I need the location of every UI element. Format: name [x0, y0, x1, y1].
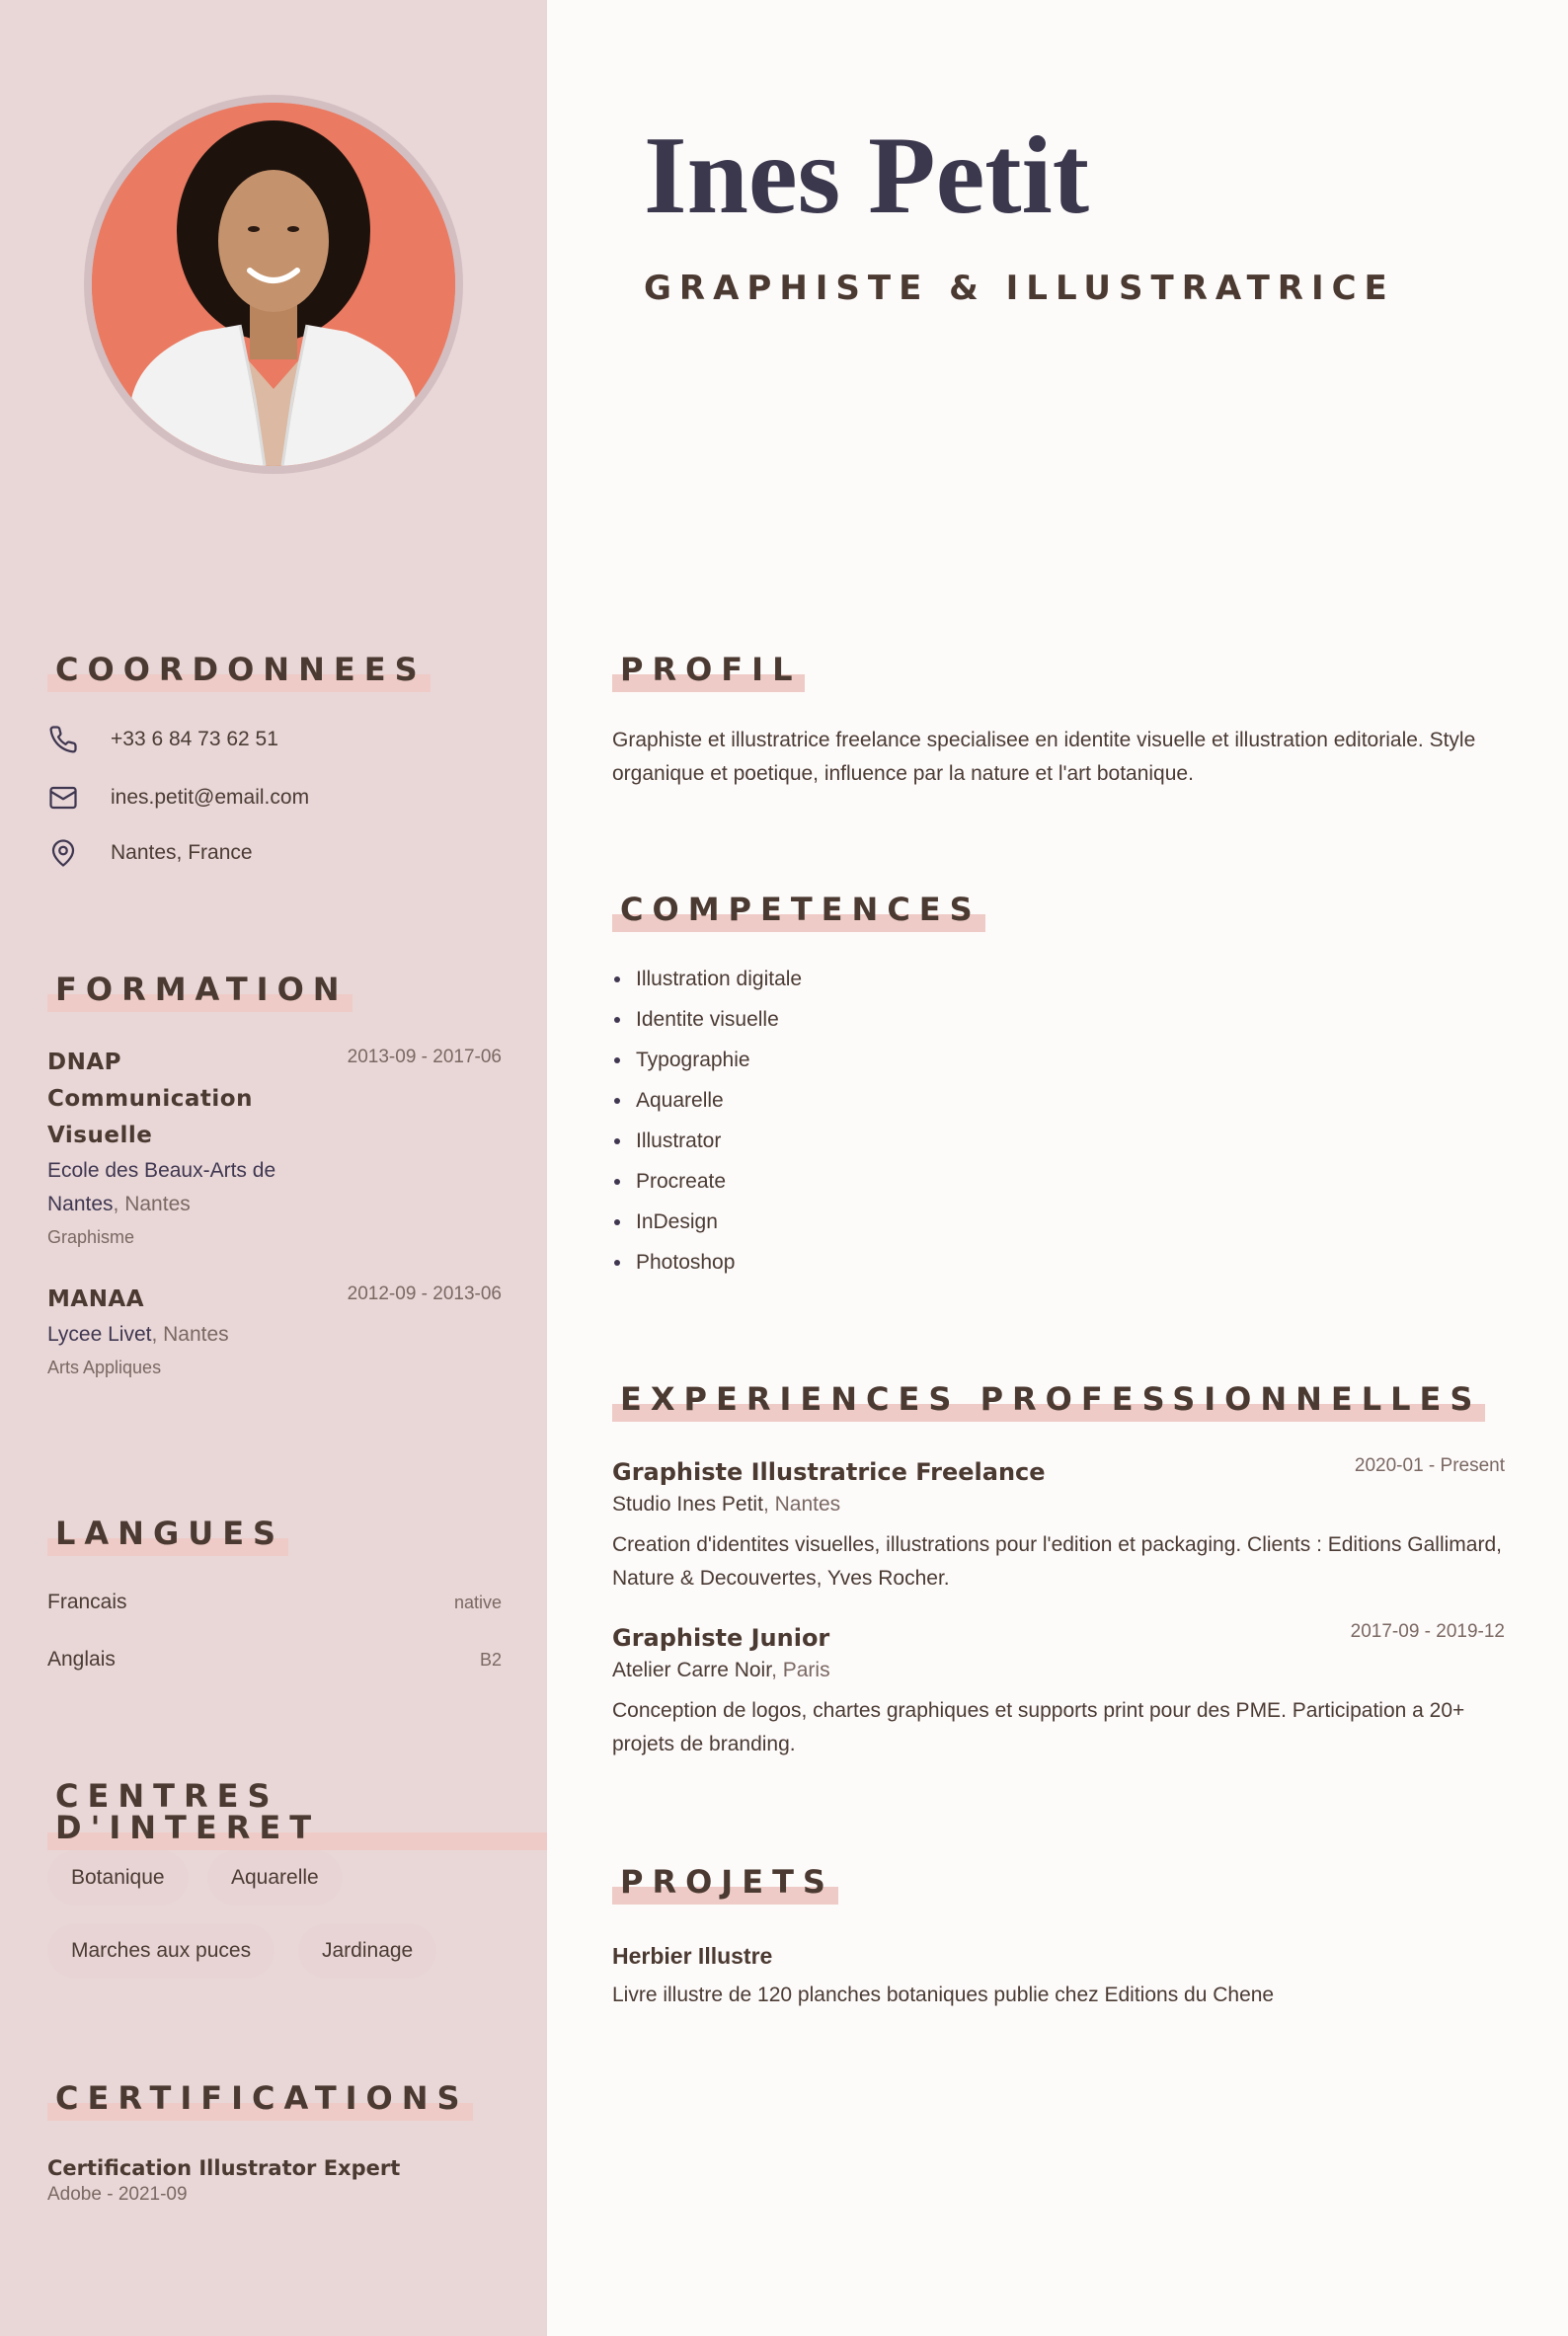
experience-company: Atelier Carre Noir, Paris: [612, 1659, 830, 1681]
profile-photo: [92, 103, 455, 466]
interest-tag: Botanique: [47, 1850, 189, 1906]
education-item: [47, 1282, 502, 1378]
contact-phone-value: +33 6 84 73 62 51: [111, 728, 278, 750]
language-level: native: [453, 1593, 502, 1612]
education-degree: DNAP Communication Visuelle: [47, 1050, 253, 1148]
education-field: Arts Appliques: [47, 1358, 162, 1377]
portrait-illustration-icon: [92, 103, 455, 466]
profile-photo-frame: [84, 95, 463, 474]
section-title-projets: PROJETS: [612, 1866, 838, 1898]
skill-item: Identite visuelle: [612, 1002, 802, 1043]
section-title-interets: CENTRES D'INTERET: [47, 1780, 547, 1843]
certification-name: Certification Illustrator Expert: [47, 2156, 401, 2180]
section-title-langues: LANGUES: [47, 1518, 288, 1549]
profile-summary: Graphiste et illustratrice freelance specialisee en identite visuelle et illustration editoriale. Style organique et poetique, influence par la nature et l'art botanique.: [612, 729, 1476, 785]
location-pin-icon: [47, 837, 79, 869]
candidate-name: Ines Petit: [644, 115, 1090, 237]
project-item: [612, 1943, 1274, 2007]
contact-email-value: ines.petit@email.com: [111, 786, 310, 809]
skill-item: Typographie: [612, 1043, 802, 1083]
experience-role: Graphiste Illustratrice Freelance: [612, 1458, 1046, 1486]
section-title-profil: PROFIL: [612, 654, 805, 685]
contact-phone[interactable]: [47, 724, 278, 755]
interest-tag: Marches aux puces: [47, 1923, 274, 1979]
experience-dates: 2020-01 - Present: [1354, 1455, 1505, 1476]
certification-meta: Adobe - 2021-09: [47, 2184, 188, 2205]
language-item: [47, 1591, 502, 1614]
certification-item: [47, 2156, 400, 2206]
skill-item: Illustration digitale: [612, 962, 802, 1002]
phone-icon: [47, 724, 79, 755]
candidate-job-title: GRAPHISTE & ILLUSTRATRICE: [644, 269, 1395, 308]
skills-list: [612, 962, 802, 1285]
contact-location-value: Nantes, France: [111, 841, 253, 864]
section-title-contact: COORDONNEES: [47, 654, 431, 685]
skill-item: Aquarelle: [612, 1083, 802, 1124]
skill-item: Photoshop: [612, 1245, 802, 1285]
skill-item: Illustrator: [612, 1124, 802, 1164]
language-level: B2: [479, 1650, 502, 1670]
section-title-competences: COMPETENCES: [612, 894, 985, 925]
experience-dates: 2017-09 - 2019-12: [1350, 1621, 1505, 1642]
contact-email[interactable]: [47, 782, 309, 814]
education-dates: 2012-09 - 2013-06: [347, 1284, 502, 1304]
mail-icon: [47, 782, 79, 814]
education-dates: 2013-09 - 2017-06: [347, 1047, 502, 1067]
contact-location: [47, 837, 253, 869]
education-degree: MANAA: [47, 1286, 145, 1312]
language-name: Francais: [47, 1591, 127, 1613]
sidebar: [0, 0, 547, 2336]
education-item: [47, 1045, 502, 1248]
skill-item: InDesign: [612, 1205, 802, 1245]
education-school: Ecole des Beaux-Arts de Nantes, Nantes: [47, 1159, 276, 1215]
experience-description: Conception de logos, chartes graphiques et supports print pour des PME. Participation a 20+ projets de branding.: [612, 1699, 1465, 1755]
section-title-experiences: EXPERIENCES PROFESSIONNELLES: [612, 1383, 1485, 1415]
project-description: Livre illustre de 120 planches botaniques publie chez Editions du Chene: [612, 1984, 1275, 2006]
interest-tag: Jardinage: [298, 1923, 436, 1979]
experience-role: Graphiste Junior: [612, 1624, 830, 1652]
language-name: Anglais: [47, 1648, 116, 1671]
education-field: Graphisme: [47, 1227, 135, 1247]
interest-tag: Aquarelle: [207, 1850, 343, 1906]
education-school: Lycee Livet, Nantes: [47, 1323, 229, 1346]
section-title-formation: FORMATION: [47, 973, 353, 1005]
experience-description: Creation d'identites visuelles, illustrations pour l'edition et packaging. Clients : Editions Gallimard, Nature & Decouvertes, Yves Rocher.: [612, 1533, 1502, 1590]
language-item: [47, 1648, 502, 1672]
experience-company: Studio Ines Petit, Nantes: [612, 1493, 841, 1516]
section-title-certifications: CERTIFICATIONS: [47, 2082, 473, 2114]
skill-item: Procreate: [612, 1164, 802, 1205]
experience-item: [612, 1455, 1505, 1596]
experience-item: [612, 1621, 1505, 1761]
project-name: Herbier Illustre: [612, 1943, 773, 1969]
